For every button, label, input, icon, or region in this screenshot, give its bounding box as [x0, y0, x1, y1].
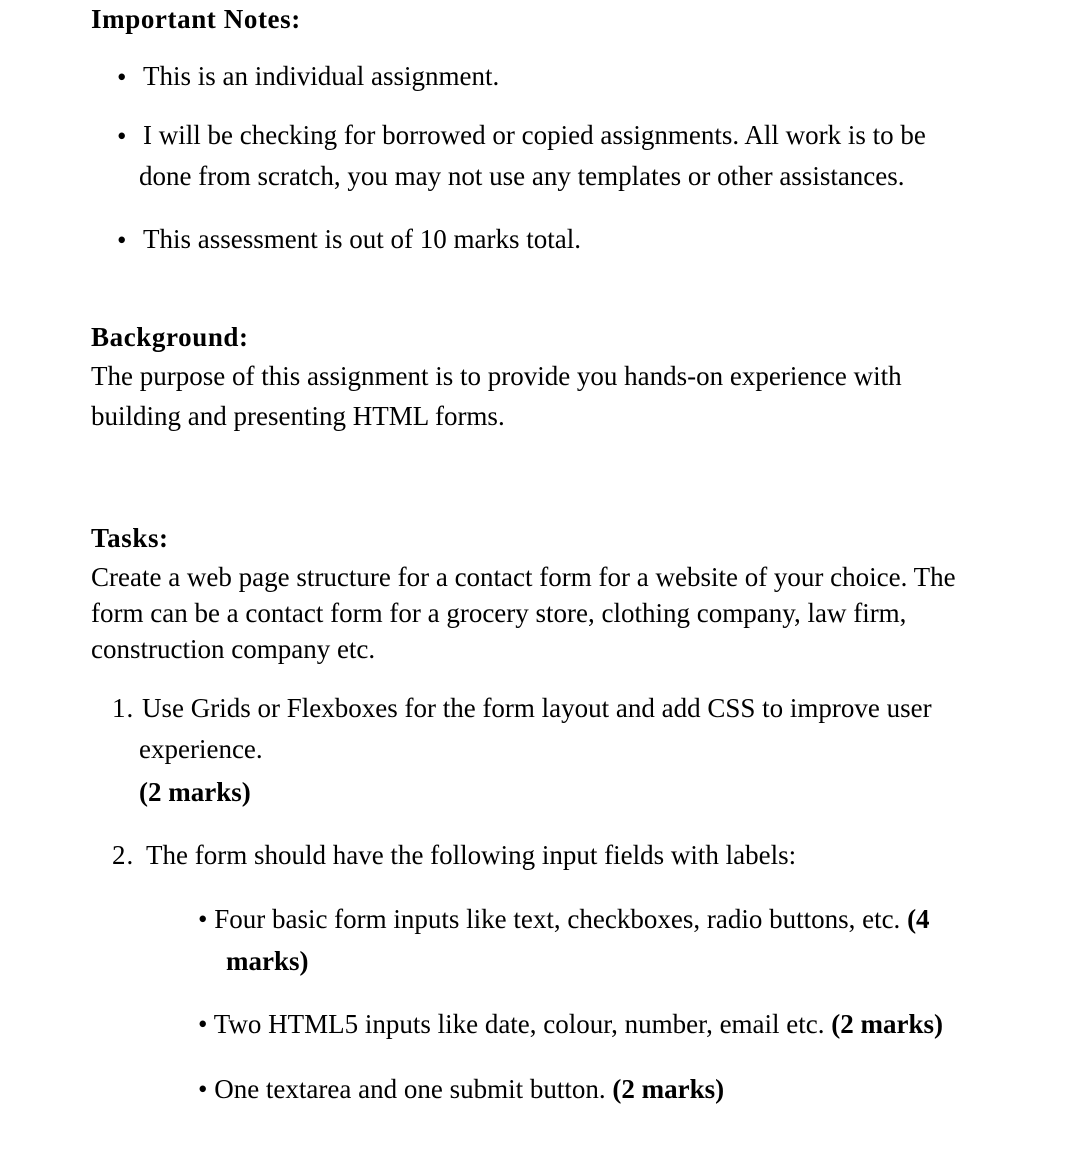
- task-1-line-2: experience.: [139, 734, 263, 764]
- bullet-icon: •: [198, 1074, 208, 1104]
- subitem-1-marks-part-2: marks): [226, 946, 309, 976]
- subitem-3: [198, 1074, 724, 1105]
- tasks-intro-line-2: form can be a contact form for a grocery store, clothing company, law firm,: [91, 598, 907, 628]
- task-2-line-1: The form should have the following input fields with labels:: [146, 840, 797, 870]
- tasks-heading: Tasks:: [91, 523, 169, 553]
- subitem-1-marks-part-1: (4: [907, 904, 930, 934]
- bullet-icon: •: [117, 225, 127, 255]
- important-notes-heading: Important Notes:: [91, 4, 301, 34]
- note-item-1: This is an individual assignment.: [143, 61, 500, 91]
- subitem-2-text: Two HTML5 inputs like date, colour, number, email etc.: [213, 1009, 832, 1039]
- subitem-2-marks: (2 marks): [831, 1009, 943, 1039]
- background-heading: Background:: [91, 322, 249, 352]
- tasks-intro-line-3: construction company etc.: [91, 634, 376, 664]
- subitem-3-text: One textarea and one submit button.: [214, 1074, 613, 1104]
- task-1-line-1: Use Grids or Flexboxes for the form layout and add CSS to improve user: [142, 693, 932, 723]
- note-item-3: This assessment is out of 10 marks total.: [143, 224, 581, 254]
- task-1-marks: (2 marks): [139, 777, 251, 807]
- task-number-2: 2.: [112, 840, 135, 870]
- tasks-intro-line-1: Create a web page structure for a contact form for a website of your choice. The: [91, 562, 956, 592]
- task-number-1: 1.: [112, 693, 135, 723]
- bullet-icon: •: [117, 62, 127, 92]
- background-text-line-2: building and presenting HTML forms.: [91, 401, 505, 431]
- bullet-icon: •: [117, 121, 127, 151]
- note-item-2-line-2: done from scratch, you may not use any templates or other assistances.: [139, 161, 905, 191]
- subitem-1-text: Four basic form inputs like text, checkboxes, radio buttons, etc.: [214, 904, 908, 934]
- background-text-line-1: The purpose of this assignment is to provide you hands-on experience with: [91, 361, 902, 391]
- subitem-3-marks: (2 marks): [612, 1074, 725, 1104]
- note-item-2-line-1: I will be checking for borrowed or copied assignments. All work is to be: [143, 120, 926, 150]
- subitem-1-line-1: [198, 904, 930, 935]
- bullet-icon: •: [198, 1009, 208, 1039]
- subitem-2: [198, 1009, 943, 1040]
- bullet-icon: •: [198, 904, 208, 934]
